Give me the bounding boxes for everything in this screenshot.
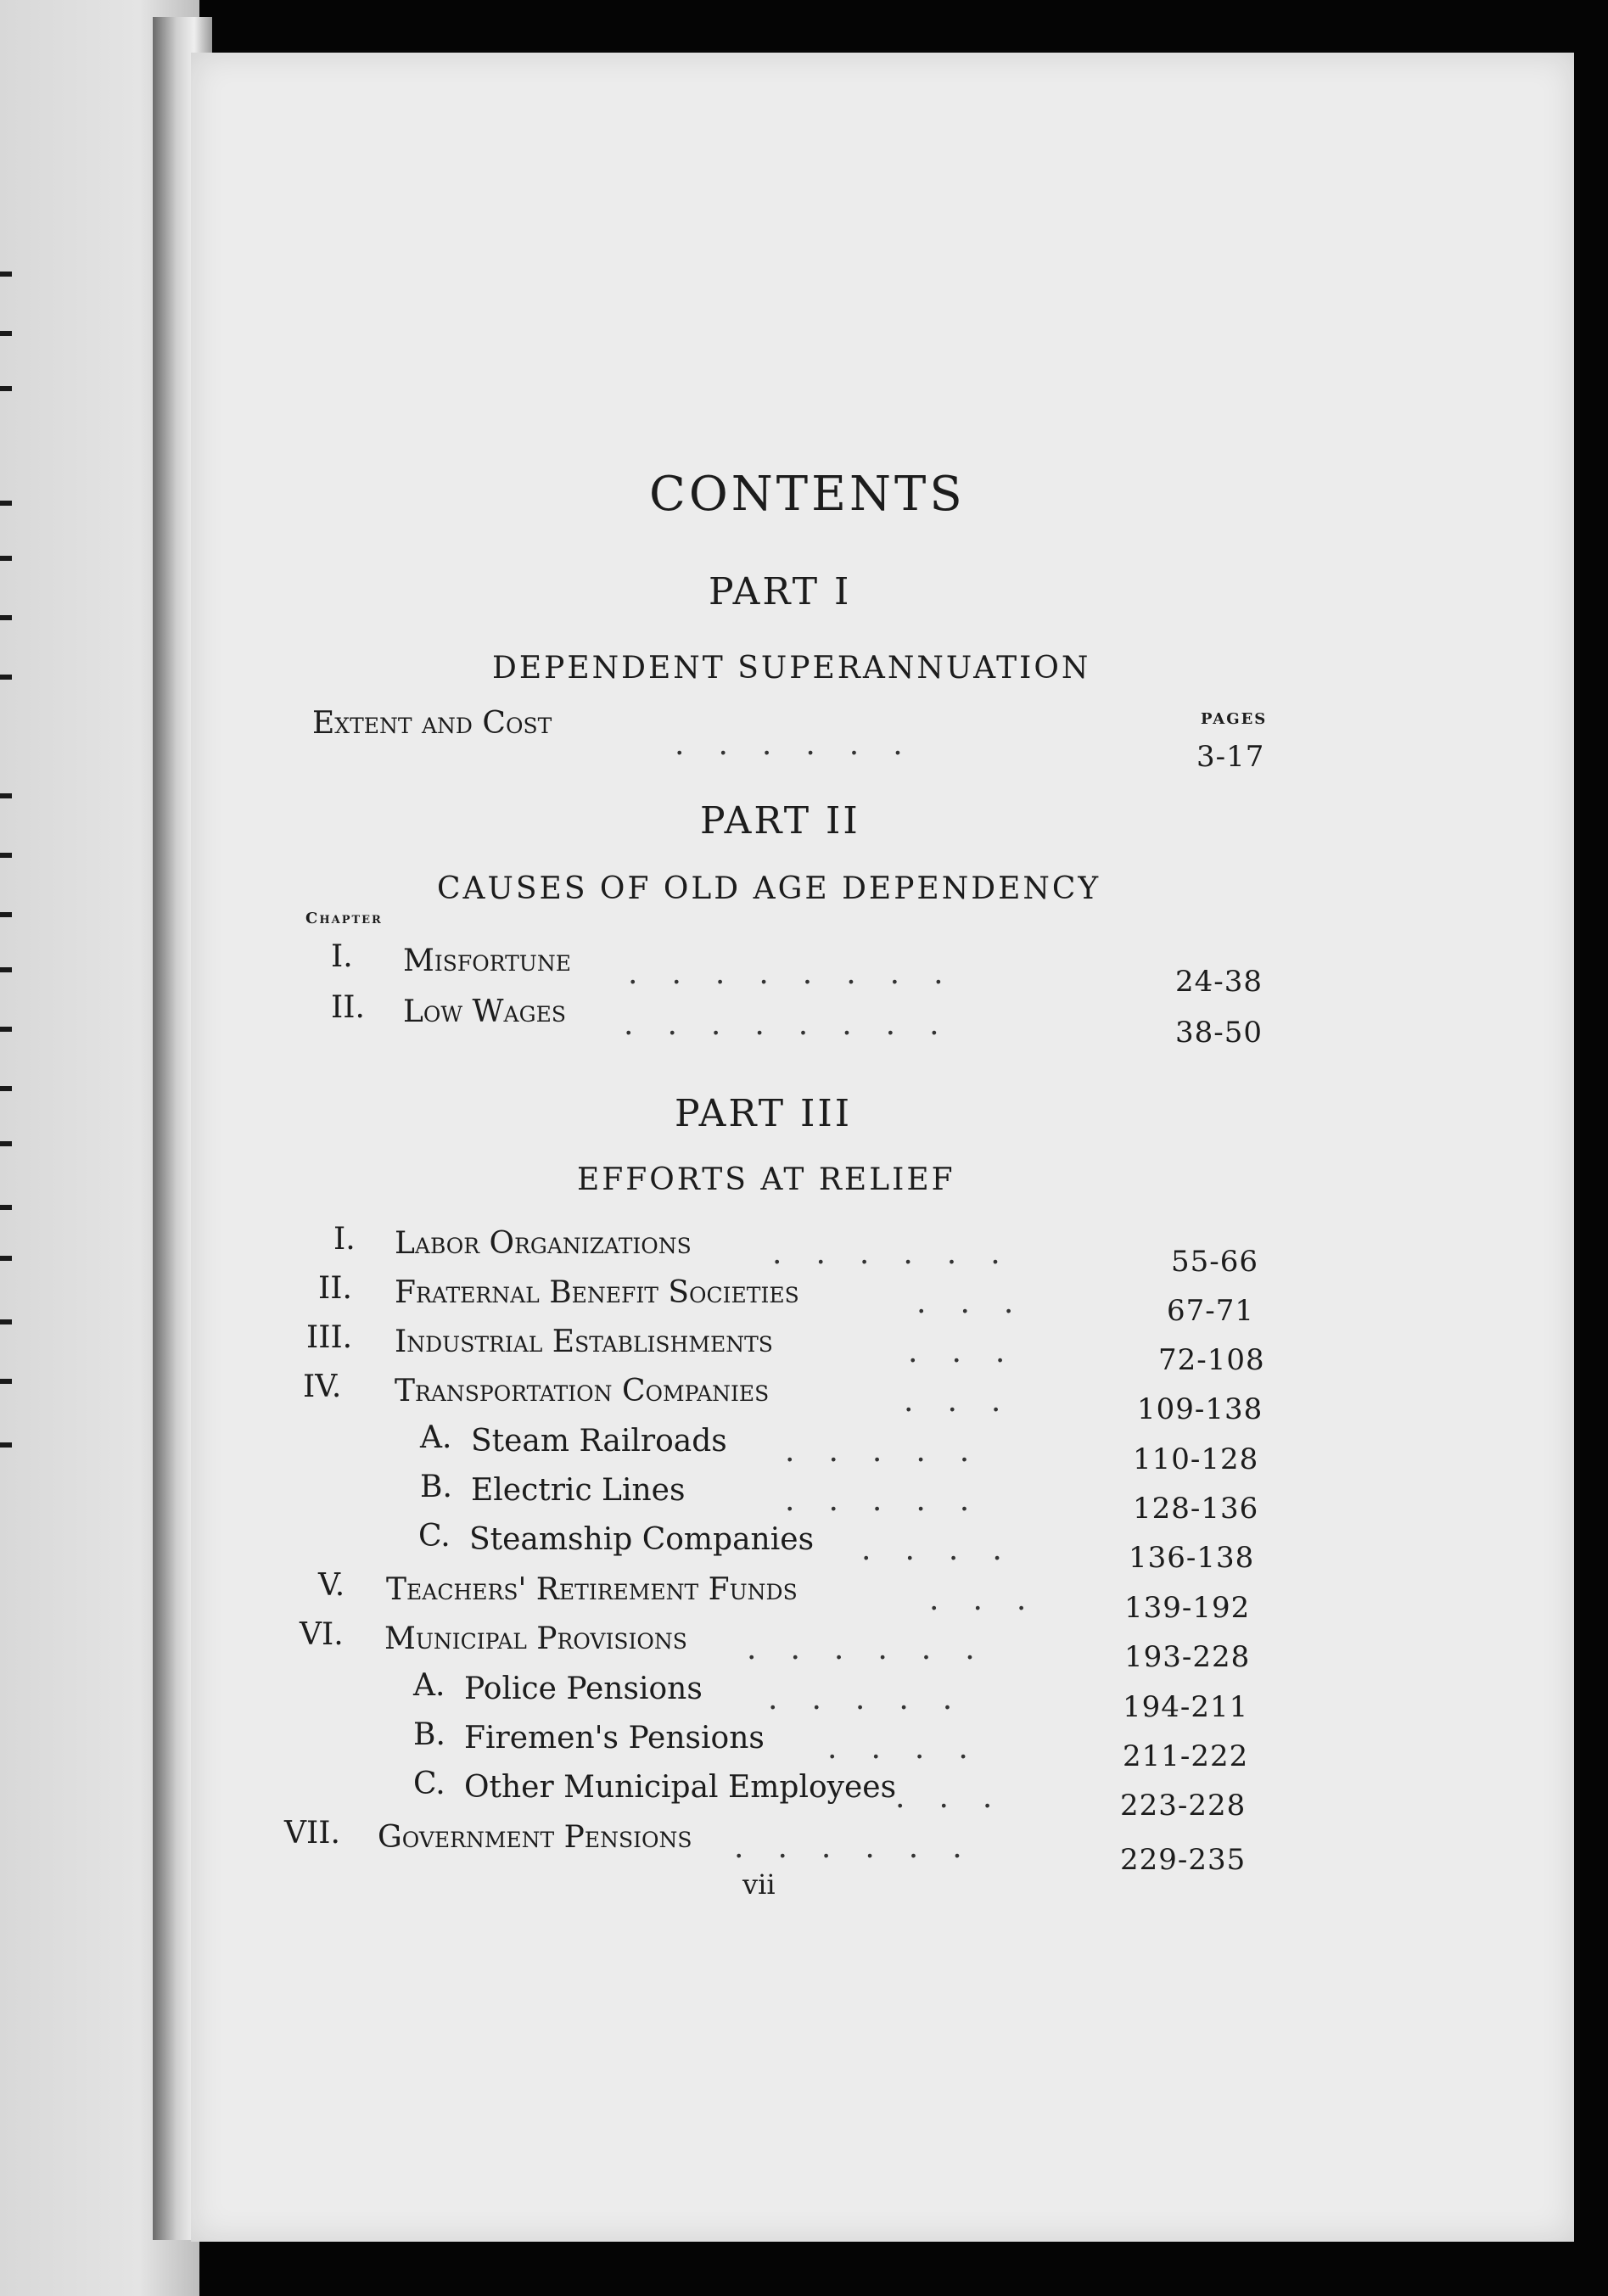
page-number: vii bbox=[742, 1868, 776, 1901]
toc-entry-title: Municipal Provisions bbox=[384, 1621, 687, 1656]
toc-entry-title: Labor Organizations bbox=[395, 1226, 692, 1261]
toc-entry-numeral: II. bbox=[331, 990, 365, 1025]
toc-entry-pages: 229-235 bbox=[1120, 1843, 1247, 1877]
toc-entry-numeral: A. bbox=[420, 1420, 452, 1455]
contents-title: CONTENTS bbox=[649, 467, 966, 522]
toc-entry-pages: 38-50 bbox=[1175, 1016, 1263, 1050]
part-2-subheading: CAUSES OF OLD AGE DEPENDENCY bbox=[437, 871, 1101, 906]
leader-dots: .... bbox=[861, 1532, 1036, 1567]
toc-entry-pages: 72-108 bbox=[1158, 1343, 1265, 1377]
toc-entry-numeral: B. bbox=[420, 1470, 452, 1504]
toc-entry-numeral: A. bbox=[413, 1668, 445, 1703]
toc-entry-title: Industrial Establishments bbox=[395, 1324, 773, 1359]
toc-entry-title: Firemen's Pensions bbox=[464, 1721, 765, 1756]
toc-entry-pages: 24-38 bbox=[1175, 965, 1263, 999]
toc-entry-title: Transportation Companies bbox=[395, 1374, 770, 1408]
leader-dots: ........ bbox=[624, 1007, 973, 1042]
toc-entry-numeral: C. bbox=[418, 1519, 451, 1554]
leader-dots: ...... bbox=[734, 1830, 996, 1865]
part-1-heading: PART I bbox=[709, 570, 852, 613]
part-3-subheading: EFFORTS AT RELIEF bbox=[577, 1162, 955, 1197]
leader-dots: ...... bbox=[772, 1236, 1034, 1271]
leader-dots: ..... bbox=[768, 1682, 987, 1716]
toc-entry-pages: 193-228 bbox=[1124, 1640, 1251, 1674]
toc-entry-title: Teachers' Retirement Funds bbox=[386, 1572, 798, 1607]
leader-dots: .... bbox=[827, 1731, 1002, 1766]
leader-dots: ........ bbox=[628, 956, 978, 991]
chapter-label: Chapter bbox=[305, 910, 383, 927]
toc-entry-title: Other Municipal Employees bbox=[464, 1770, 897, 1805]
toc-entry-pages: 67-71 bbox=[1167, 1294, 1255, 1328]
toc-entry-pages: 194-211 bbox=[1123, 1690, 1249, 1724]
toc-entry-numeral: VI. bbox=[300, 1617, 344, 1652]
leader-dots: ... bbox=[929, 1582, 1061, 1617]
leader-dots: ..... bbox=[785, 1434, 1004, 1469]
toc-entry-numeral: VII. bbox=[284, 1816, 340, 1851]
toc-entry-pages: 139-192 bbox=[1124, 1591, 1251, 1625]
part-2-heading: PART II bbox=[700, 799, 860, 843]
leader-dots: ...... bbox=[675, 727, 937, 762]
toc-entry-title: Steamship Companies bbox=[469, 1522, 815, 1557]
toc-entry-numeral: II. bbox=[318, 1271, 352, 1306]
leader-dots: ... bbox=[895, 1780, 1027, 1815]
toc-entry-title: Police Pensions bbox=[464, 1672, 703, 1706]
part-1-subheading: DEPENDENT SUPERANNUATION bbox=[492, 651, 1091, 686]
toc-entry-pages: 55-66 bbox=[1171, 1245, 1259, 1279]
toc-entry-title: Steam Railroads bbox=[471, 1424, 727, 1459]
toc-entry-pages: 223-228 bbox=[1120, 1789, 1247, 1823]
toc-entry-numeral: I. bbox=[333, 1222, 356, 1257]
leader-dots: ... bbox=[908, 1335, 1039, 1369]
toc-entry-pages: 3-17 bbox=[1196, 740, 1265, 774]
toc-entry-numeral: I. bbox=[331, 939, 353, 974]
toc-entry-numeral: B. bbox=[413, 1717, 445, 1752]
toc-entry-numeral: V. bbox=[318, 1568, 345, 1603]
toc-entry-pages: 110-128 bbox=[1133, 1442, 1259, 1476]
pages-column-label: PAGES bbox=[1201, 710, 1268, 728]
toc-entry-pages: 128-136 bbox=[1133, 1492, 1259, 1526]
leader-dots: ... bbox=[916, 1285, 1048, 1320]
toc-entry-title: Fraternal Benefit Societies bbox=[395, 1275, 799, 1310]
leader-dots: ...... bbox=[747, 1632, 1009, 1666]
toc-entry-pages: 211-222 bbox=[1123, 1739, 1249, 1773]
toc-entry-pages: 109-138 bbox=[1137, 1392, 1263, 1426]
toc-entry-title: Government Pensions bbox=[378, 1820, 692, 1855]
toc-entry-title: Misfortune bbox=[403, 944, 571, 978]
leader-dots: ..... bbox=[785, 1483, 1004, 1518]
toc-entry-title: Extent and Cost bbox=[312, 706, 552, 741]
toc-entry-numeral: IV. bbox=[303, 1369, 342, 1404]
leader-dots: ... bbox=[904, 1384, 1035, 1419]
toc-entry-pages: 136-138 bbox=[1129, 1541, 1255, 1575]
toc-entry-numeral: III. bbox=[306, 1320, 353, 1355]
part-3-heading: PART III bbox=[675, 1092, 853, 1135]
toc-entry-numeral: C. bbox=[413, 1767, 445, 1801]
toc-entry-title: Low Wages bbox=[403, 994, 566, 1029]
contents-page bbox=[191, 53, 1574, 2242]
toc-entry-title: Electric Lines bbox=[471, 1473, 686, 1508]
